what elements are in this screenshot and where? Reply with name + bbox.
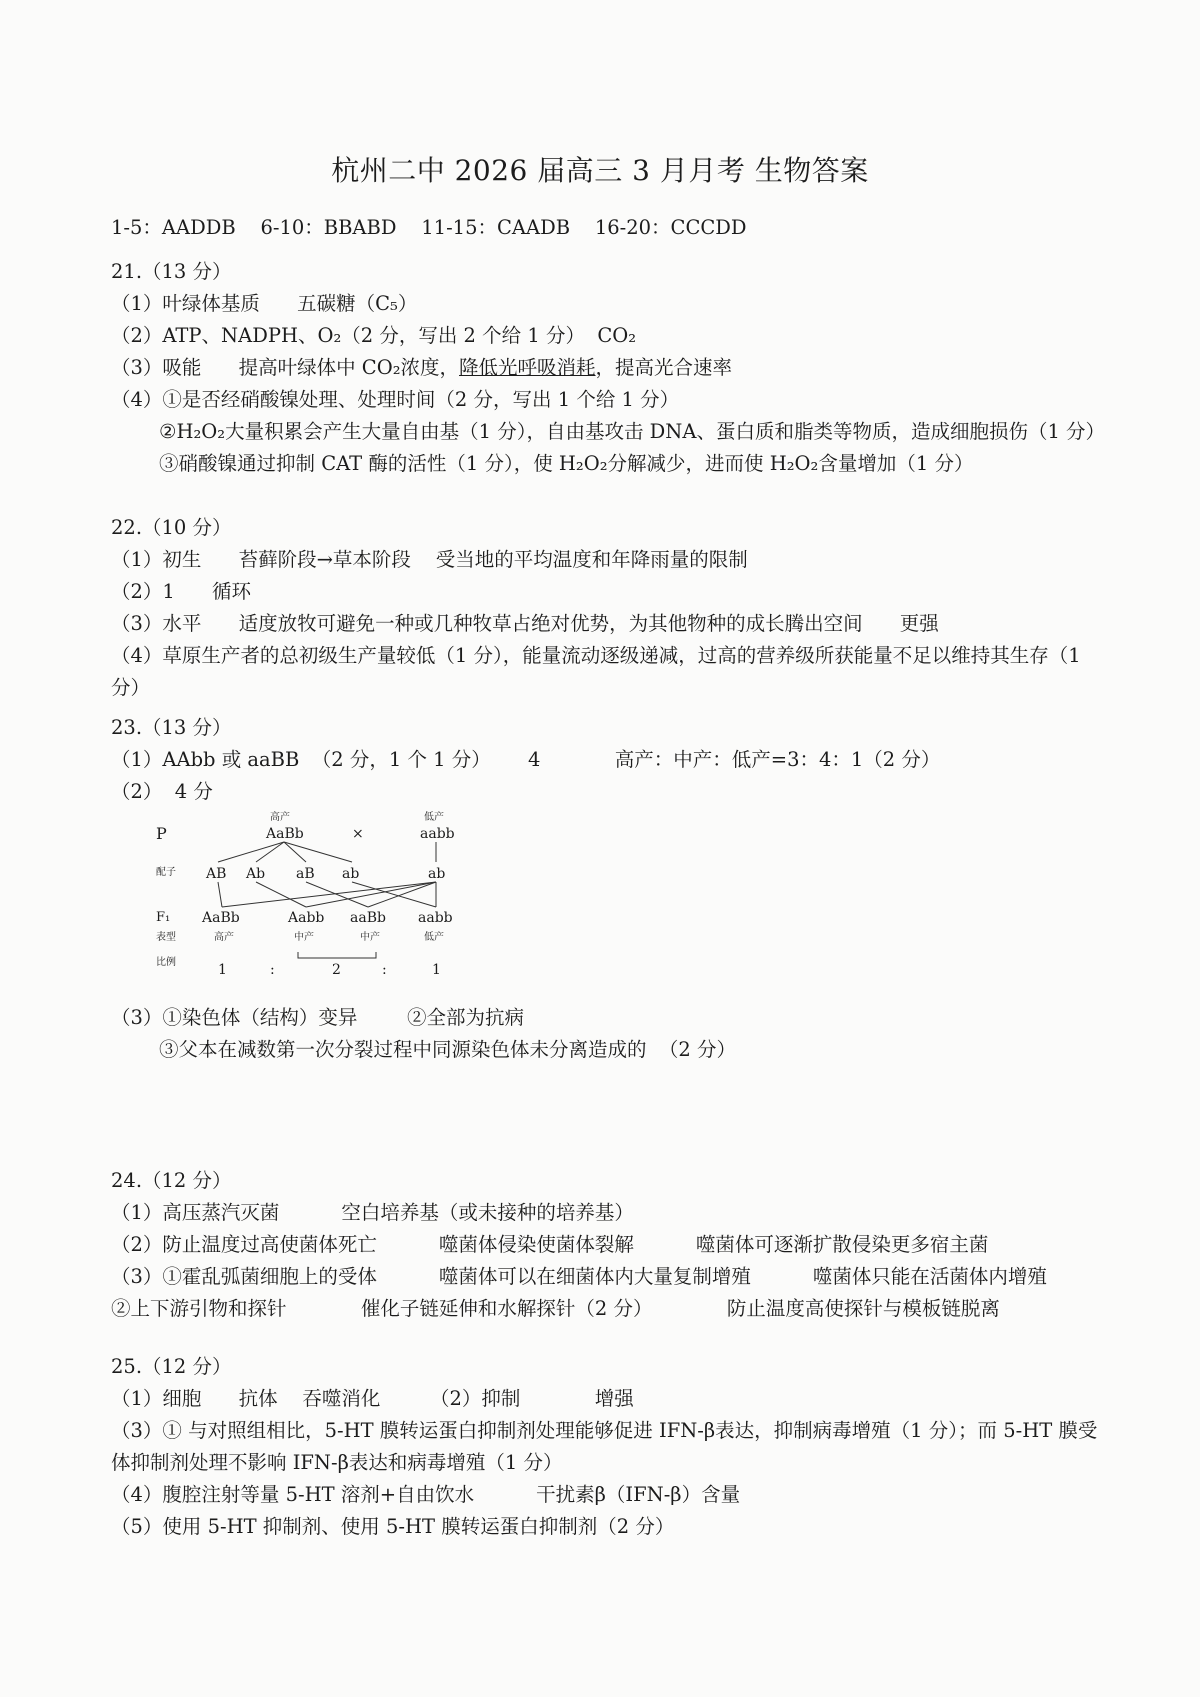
ratio-1: 1 (218, 962, 227, 978)
q22-answer-4: （4）草原生产者的总初级生产量较低（1 分），能量流动逐级递减，过高的营养级所获能量不足以维持其生存（1 分） (111, 644, 1081, 699)
f1-genotype-3: aaBb (350, 910, 386, 926)
q21-answer-4-2 (111, 416, 1111, 448)
cross-p-label: P (156, 824, 167, 843)
q25-answer-3: （3）① 与对照组相比，5-HT 膜转运蛋白抑制剂处理能够促进 IFN-β表达，抑制病毒增殖（1 分）；而 5-HT 膜受体抑制剂处理不影响 IFN-β表达和病毒增殖（1 分） (111, 1419, 1098, 1474)
q24-answer-3-2: ②上下游引物和探针 催化子链延伸和水解探针（2 分） 防止温度高使探针与模板链脱离 (111, 1297, 1000, 1320)
ratio-sep-2: : (382, 962, 387, 978)
f1-genotype-2: Aabb (288, 910, 325, 926)
q25-answer-5: （5）使用 5-HT 抑制剂、使用 5-HT 膜转运蛋白抑制剂（2 分） (111, 1515, 675, 1538)
q24-header: 24.（12 分） (111, 1169, 232, 1192)
q21-answer-1: （1）叶绿体基质 五碳糖（C₅） (111, 292, 418, 315)
arrow-to-Ab (256, 842, 284, 862)
q25-answer-4: （4）腹腔注射等量 5-HT 溶剂+自由饮水 干扰素β（IFN-β）含量 (111, 1483, 741, 1506)
q22-answer-3: （3）水平 适度放牧可避免一种或几种牧草占绝对优势，为其他物种的成长腾出空间 更强 (111, 612, 939, 635)
q23-answer-3-3: ③父本在减数第一次分裂过程中同源染色体未分离造成的 （2 分） (159, 1038, 737, 1061)
cross-p2-phenotype: 低产 (424, 812, 444, 823)
gamete-5: ab (428, 866, 446, 882)
ratio-row-label: 比例 (156, 957, 176, 968)
question-24 (111, 1165, 1111, 1325)
f1-phenotype-2: 中产 (294, 932, 314, 943)
gamete-2: Ab (246, 866, 266, 882)
gamete-1: AB (206, 866, 227, 882)
q23-answer-2: （2） 4 分 (111, 780, 213, 803)
question-21 (111, 256, 1111, 480)
q21-answer-3-part-a: （3）吸能 提高叶绿体中 CO₂浓度， (111, 356, 460, 379)
cross-p1-genotype: AaBb (266, 826, 304, 842)
q23-answer-3: （3）①染色体（结构）变异 ②全部为抗病 (111, 1006, 524, 1029)
ratio-2: 2 (332, 962, 341, 978)
ratio-sep-1: : (270, 962, 275, 978)
arrow-aB-f1 (306, 882, 368, 907)
f1-phenotype-1: 高产 (214, 932, 234, 943)
q22-answer-1: （1）初生 苔藓阶段→草本阶段 受当地的平均温度和年降雨量的限制 (111, 548, 748, 571)
phenotype-row-label: 表型 (156, 932, 176, 943)
q25-header: 25.（12 分） (111, 1355, 232, 1378)
q21-answer-4-3: ③硝酸镍通过抑制 CAT 酶的活性（1 分），使 H₂O₂分解减少，进而使 H₂O₂含量增加（1 分） (159, 452, 974, 475)
q24-answer-2: （2）防止温度过高使菌体死亡 噬菌体侵染使菌体裂解 噬菌体可逐渐扩散侵染更多宿主菌 (111, 1233, 989, 1256)
f1-row-label: F₁ (156, 910, 171, 925)
multiple-choice-answers: 1-5：AADDB 6-10：BBABD 11-15：CAADB 16-20：CCCDD (111, 216, 747, 239)
arrow-Ab-f1 (256, 882, 306, 907)
arrow-ab-male-1 (222, 882, 436, 907)
f1-genotype-4: aabb (418, 910, 453, 926)
question-25 (111, 1351, 1111, 1543)
q21-answer-3 (111, 352, 1111, 384)
q22-answer-2: （2）1 循环 (111, 580, 252, 603)
q23-header: 23.（13 分） (111, 716, 232, 739)
question-22 (111, 512, 1111, 704)
q21-answer-2: （2）ATP、NADPH、O₂（2 分，写出 2 个给 1 分） CO₂ (111, 324, 637, 347)
q21-answer-3-part-b: ，提高光合速率 (595, 356, 733, 379)
q24-answer-3: （3）①霍乱弧菌细胞上的受体 噬菌体可以在细菌体内大量复制增殖 噬菌体只能在活菌体内增殖 (111, 1265, 1047, 1288)
q21-answer-3-underlined: 降低光呼吸消耗 (459, 356, 596, 379)
ratio-3: 1 (432, 962, 441, 978)
gamete-row-label: 配子 (156, 867, 176, 878)
page-title: 杭州二中 2026 届高三 3 月月考 生物答案 (331, 154, 869, 187)
cross-p2-genotype: aabb (420, 826, 455, 842)
f1-phenotype-3: 中产 (360, 932, 380, 943)
genetic-cross-diagram (156, 812, 516, 1002)
cross-sign: × (352, 826, 364, 842)
f1-genotype-1: AaBb (202, 910, 240, 926)
f1-phenotype-4: 低产 (424, 932, 444, 943)
q21-answer-4: （4）①是否经硝酸镍处理、处理时间（2 分，写出 1 个给 1 分） (111, 388, 680, 411)
question-23 (111, 712, 1111, 1066)
gamete-4: ab (342, 866, 360, 882)
q23-answer-1: （1）AAbb 或 aaBB （2 分，1 个 1 分） 4 高产：中产：低产=3：4：1（2 分） (111, 748, 941, 771)
q21-header: 21.（13 分） (111, 260, 232, 283)
mid-bracket (298, 952, 376, 958)
arrow-to-ab (284, 842, 352, 862)
q25-answer-1: （1）细胞 抗体 吞噬消化 （2）抑制 增强 (111, 1387, 634, 1410)
gamete-3: aB (296, 866, 315, 882)
cross-p1-phenotype: 高产 (270, 812, 290, 823)
q22-header: 22.（10 分） (111, 516, 232, 539)
arrow-to-AB (218, 842, 284, 862)
q21-answer-4-2-text: ②H₂O₂大量积累会产生大量自由基（1 分），自由基攻击 DNA、蛋白质和脂类等物质，造成细胞损伤（1 分） (159, 420, 1106, 443)
q24-answer-1: （1）高压蒸汽灭菌 空白培养基（或未接种的培养基） (111, 1201, 634, 1224)
arrow-AB-f1 (218, 882, 222, 907)
arrow-ab-f1 (352, 882, 436, 907)
